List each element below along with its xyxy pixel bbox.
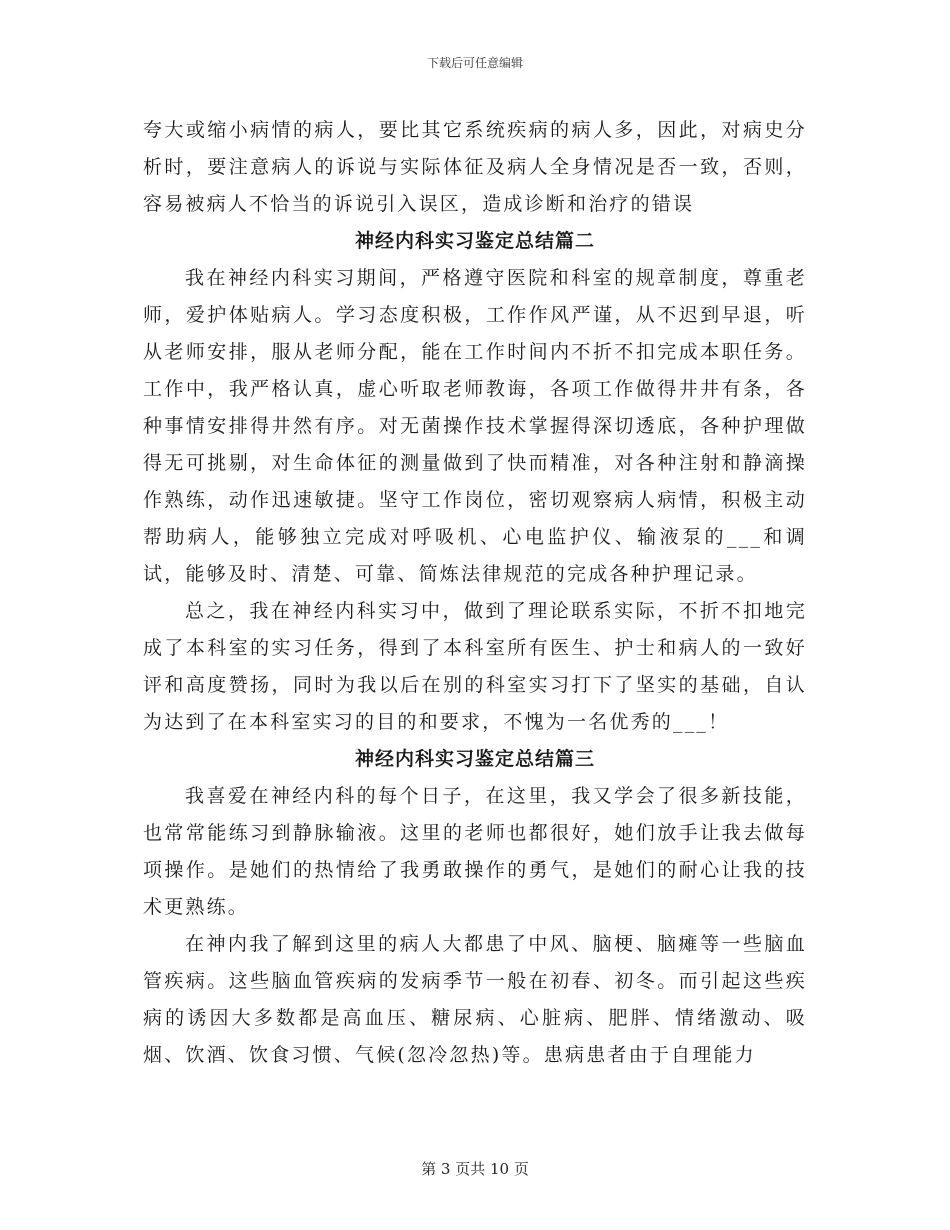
header-note: 下载后可任意编辑 <box>426 56 523 70</box>
section2-paragraph-1: 我在神经内科实习期间，严格遵守医院和科室的规章制度，尊重老师，爱护体贴病人。学习态度积极，工作作风严谨，从不迟到早退，听从老师安排，服从老师分配，能在工作时间内不折不扣完成本职任务。工作中，我严格认真，虚心听取老师教诲，各项工作做得井井有条，各种事情安排得井然有序。对无菌操作技术掌握得深切透底，各种护理做得无可挑剔，对生命体征的测量做到了快而精准，对各种注射和静滴操作熟练，动作迅速敏捷。坚守工作岗位，密切观察病人病情，积极主动帮助病人，能够独立完成对呼吸机、心电监护仪、输液泵的___和调试，能够及时、清楚、可靠、简炼法律规范的完成各种护理记录。 <box>143 267 807 585</box>
page-number: 第 3 页共 10 页 <box>421 1160 529 1178</box>
intro-paragraph: 夸大或缩小病情的病人，要比其它系统疾病的病人多，因此，对病史分析时，要注意病人的诉说与实际体征及病人全身情况是否一致，否则，容易被病人不恰当的诉说引入误区，造成诊断和治疗的错误 <box>143 119 807 215</box>
section-title-2: 神经内科实习鉴定总结篇二 <box>354 230 595 252</box>
section-title-3: 神经内科实习鉴定总结篇三 <box>354 748 595 770</box>
section3-paragraph-1: 我喜爱在神经内科的每个日子，在这里，我又学会了很多新技能，也常常能练习到静脉输液。这里的老师也都很好，她们放手让我去做每项操作。是她们的热情给了我勇敢操作的勇气，是她们的耐心让我的技术更熟练。 <box>143 785 807 918</box>
section3-paragraph-2: 在神内我了解到这里的病人大都患了中风、脑梗、脑瘫等一些脑血管疾病。这些脑血管疾病的发病季节一般在初春、初冬。而引起这些疾病的诱因大多数都是高血压、糖尿病、心脏病、肥胖、情绪激动、吸烟、饮酒、饮食习惯、气候(忽冷忽热)等。患病患者由于自理能力 <box>143 933 807 1066</box>
section2-paragraph-2: 总之，我在神经内科实习中，做到了理论联系实际，不折不扣地完成了本科室的实习任务，得到了本科室所有医生、护士和病人的一致好评和高度赞扬，同时为我以后在别的科室实习打下了坚实的基础，自认为达到了在本科室实习的目的和要求，不愧为一名优秀的___！ <box>143 600 807 733</box>
document-body <box>143 112 807 1074</box>
